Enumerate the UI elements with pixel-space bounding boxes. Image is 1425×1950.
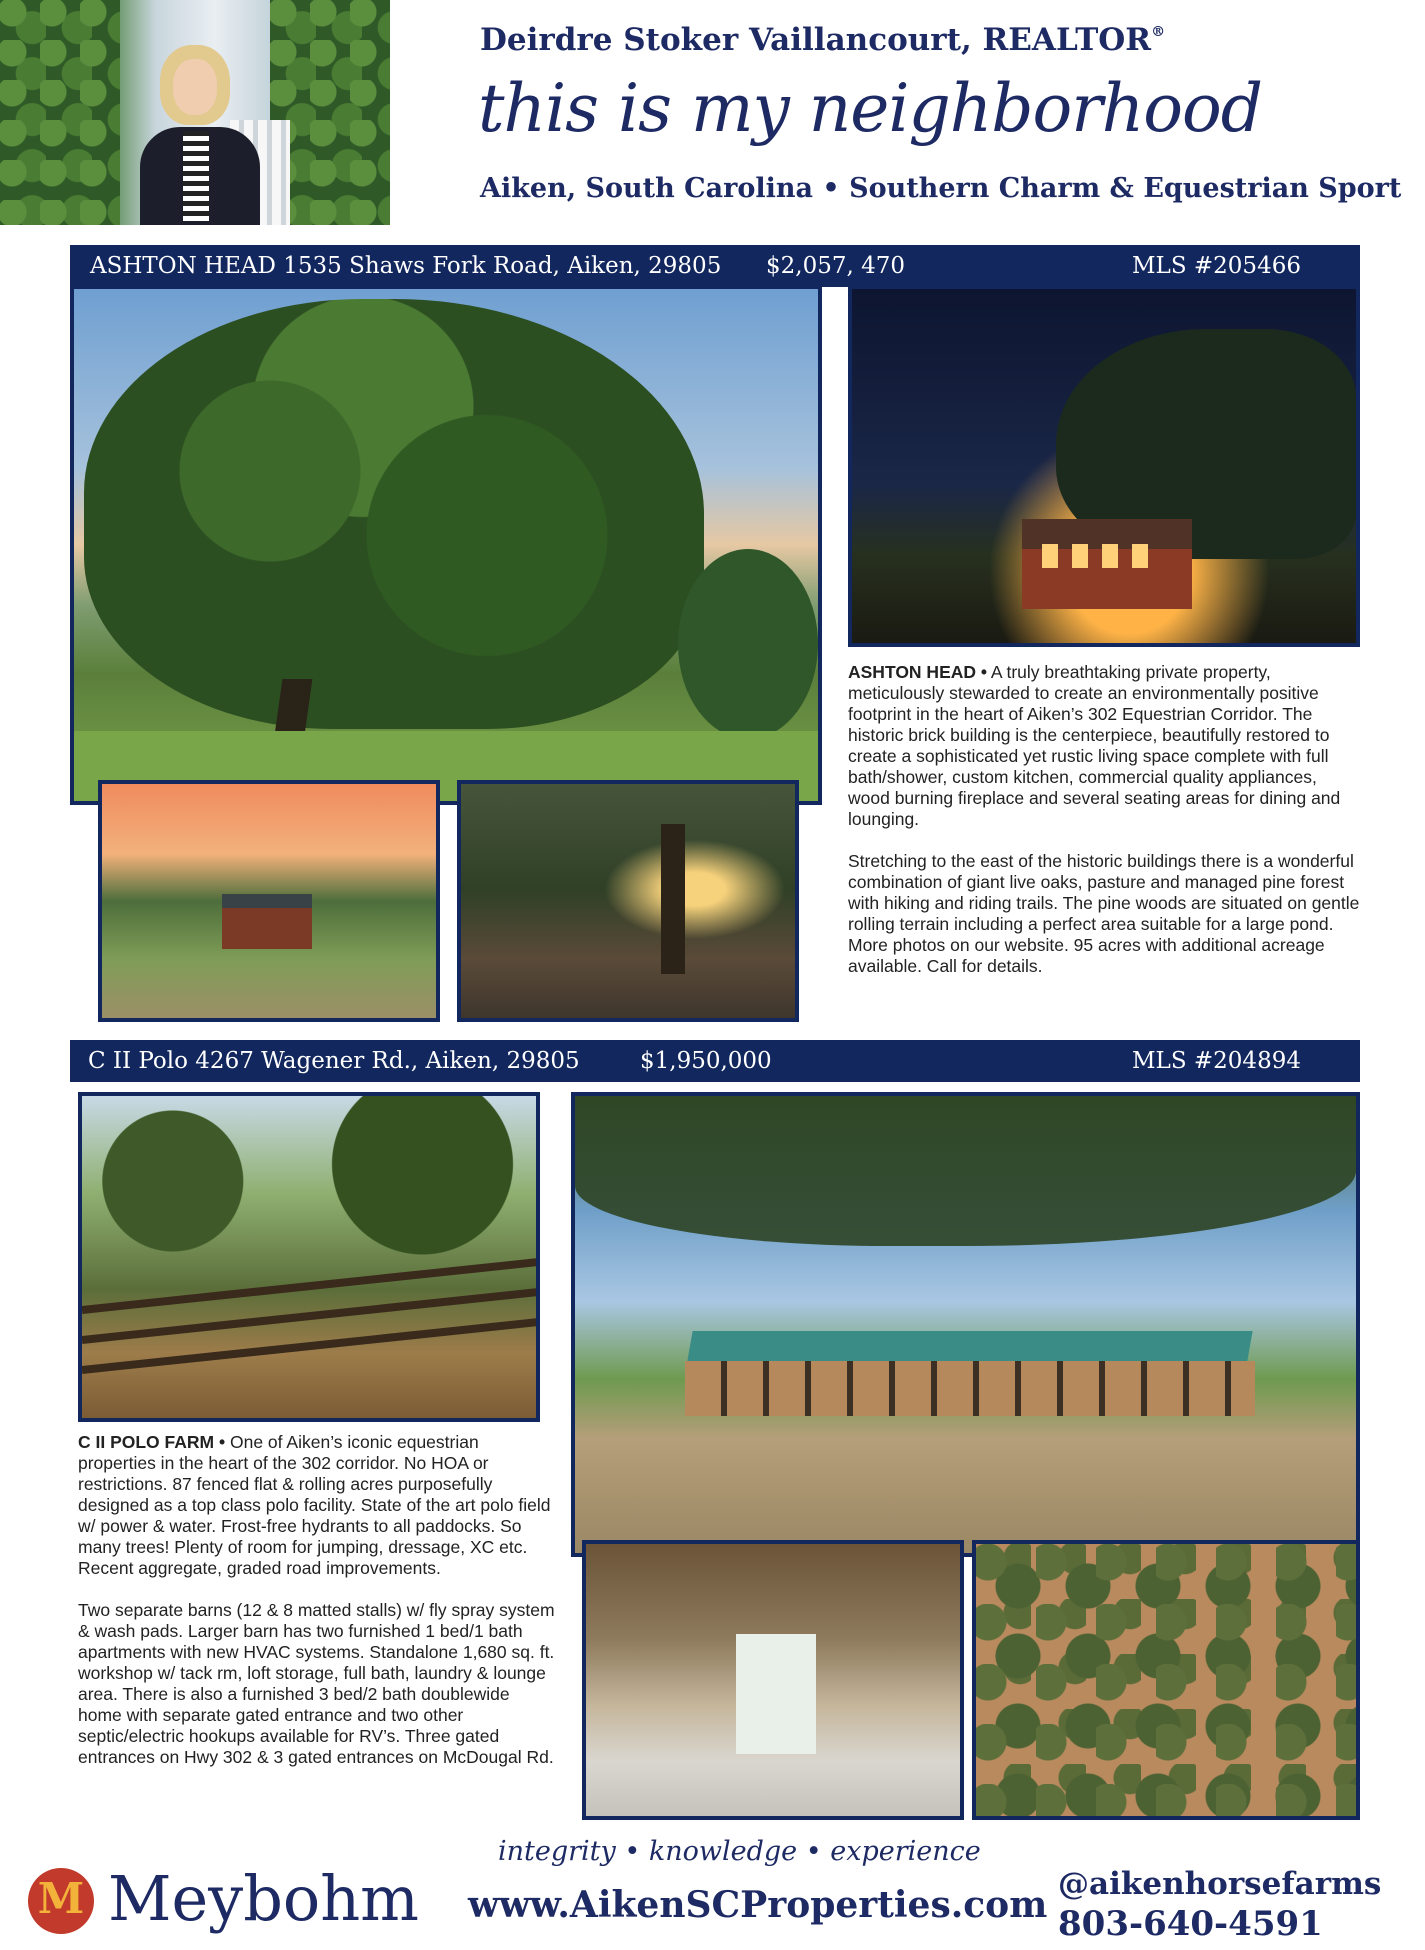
listing2-mls: MLS #204894 <box>1132 1048 1301 1074</box>
brand-name: Meybohm <box>108 1862 419 1935</box>
website-link[interactable]: www.AikenSCProperties.com <box>468 1884 1048 1926</box>
phone-number[interactable]: 803-640-4591 <box>1058 1904 1323 1944</box>
aerial-farm-photo <box>972 1540 1360 1820</box>
agent-photo <box>0 0 390 225</box>
night-house-photo <box>848 285 1360 647</box>
barn-aisle-photo <box>582 1540 964 1820</box>
listing2-price: $1,950,000 <box>640 1048 772 1074</box>
listing1-description: ASHTON HEAD • A truly breathtaking private property, meticulously stewarded to create an environmentally positive footprint in the heart of Aiken’s 302 Equestrian Corridor. The historic brick building is the centerpiece, beautifully restored to create a sophisticated yet rustic living space complete with full bath/shower, custom kitchen, commercial quality appliances, wood burning fireplace and several seating areas for dining and lounging. Stretching to the east of the historic buildings there is a wonderful combination of giant live oaks, pasture and managed pine forest with hiking and riding trails. The pine woods are situated on gentle rolling terrain including a perfect area suitable for a large pond. More photos on our website. 95 acres with additional acreage available. Call for details. <box>848 662 1360 976</box>
tagline: this is my neighborhood <box>478 70 1262 147</box>
oak-deck-photo <box>457 780 799 1022</box>
social-handle[interactable]: @aikenhorsefarms <box>1058 1866 1382 1902</box>
motto: integrity • knowledge • experience <box>498 1836 981 1867</box>
listing1-bar <box>70 245 1360 287</box>
listing1-mls: MLS #205466 <box>1132 253 1301 279</box>
location-line: Aiken, South Carolina • Southern Charm & Equestrian Sport <box>480 173 1402 204</box>
listing2-title: C II Polo 4267 Wagener Rd., Aiken, 29805 <box>88 1048 580 1074</box>
listing2-bar <box>70 1040 1360 1082</box>
listing1-title: ASHTON HEAD 1535 Shaws Fork Road, Aiken, 29805 <box>90 253 722 279</box>
listing2-description: C II POLO FARM • One of Aiken’s iconic equestrian properties in the heart of the 302 corridor. No HOA or restrictions. 87 fenced flat & rolling acres purposefully designed as a top class polo facility. State of the art polo field w/ power & water. Frost-free hydrants to all paddocks. So many trees! Plenty of room for jumping, dressage, XC etc. Recent aggregate, graded road improvements. Two separate barns (12 & 8 matted stalls) w/ fly spray system & wash pads. Larger barn has two furnished 1 bed/1 bath apartments with new HVAC systems. Standalone 1,680 sq. ft. workshop w/ tack rm, loft storage, full bath, laundry & lounge area. There is also a furnished 3 bed/2 bath doublewide home with separate gated entrance and two other septic/electric hookups available for RV’s. Three gated entrances on Hwy 302 & 3 gated entrances on McDougal Rd. <box>78 1432 555 1767</box>
barn-exterior-photo <box>571 1092 1360 1557</box>
meybohm-logo-icon <box>28 1868 94 1934</box>
agent-name: Deirdre Stoker Vaillancourt, REALTOR® <box>480 22 1166 58</box>
live-oak-pasture-photo <box>70 285 822 805</box>
listing1-price: $2,057, 470 <box>766 253 905 279</box>
fence-paddock-photo <box>78 1092 540 1422</box>
sunset-building-photo <box>98 780 440 1022</box>
